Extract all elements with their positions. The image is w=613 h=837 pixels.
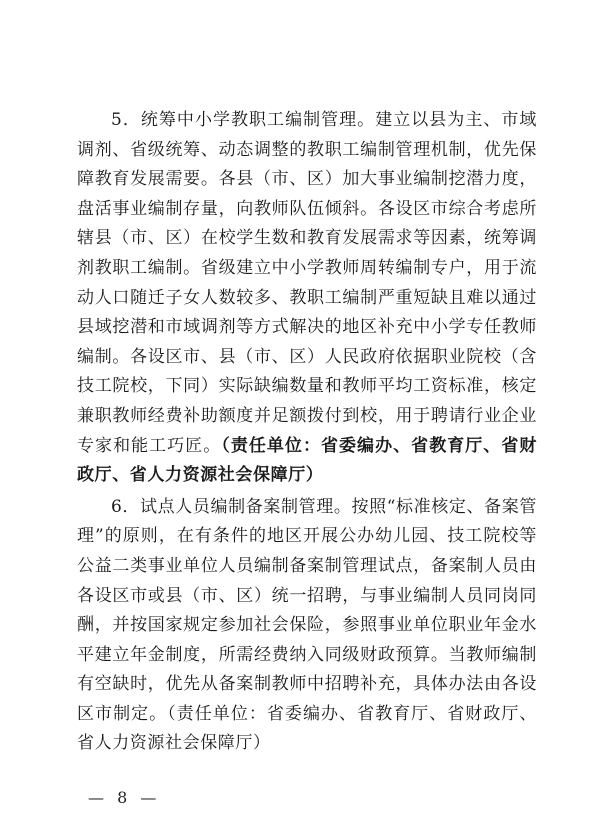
body-text: [77, 106, 537, 759]
paragraph-6-responsibility: （责任单位：省委编办、省教育厅、省财政厅、省人力资源社会保障厅）: [77, 703, 537, 754]
paragraph-5: [77, 106, 537, 491]
page-number: — 8 —: [88, 788, 161, 807]
paragraph-5-responsibility: （责任单位：省委编办、省教育厅、省财政厅、省人力资源社会保障厅）: [77, 435, 537, 486]
paragraph-6-text: 6．试点人员编制备案制管理。按照“标准核定、备案管理”的原则，在有条件的地区开展公办幼儿园、技工院校等公益二类事业单位人员编制备案制管理试点，备案制人员由各设区市或县（市、区）统一招聘，与事业编制人员同岗同酬，并按国家规定参加社会保险，参照事业单位职业年金水平建立年金制度，所需经费纳入同级财政预算。当教师编制有空缺时，优先从备案制教师中招聘补充，具体办法由各设区市制定。: [77, 496, 537, 724]
paragraph-5-text: 5．统筹中小学教职工编制管理。建立以县为主、市域调剂、省级统筹、动态调整的教职工编制管理机制，优先保障教育发展需要。各县（市、区）加大事业编制挖潜力度，盘活事业编制存量，向教师队伍倾斜。各设区市综合考虑所辖县（市、区）在校学生数和教育发展需求等因素，统筹调剂教职工编制。省级建立中小学教师周转编制专户，用于流动人口随迁子女人数较多、教职工编制严重短缺且难以通过县域挖潜和市域调剂等方式解决的地区补充中小学专任教师编制。各设区市、县（市、区）人民政府依据职业院校（含技工院校，下同）实际缺编数量和教师平均工资标准，核定兼职教师经费补助额度并足额拨付到校，用于聘请行业企业专家和能工巧匠。: [77, 110, 537, 456]
paragraph-6: [77, 493, 537, 759]
